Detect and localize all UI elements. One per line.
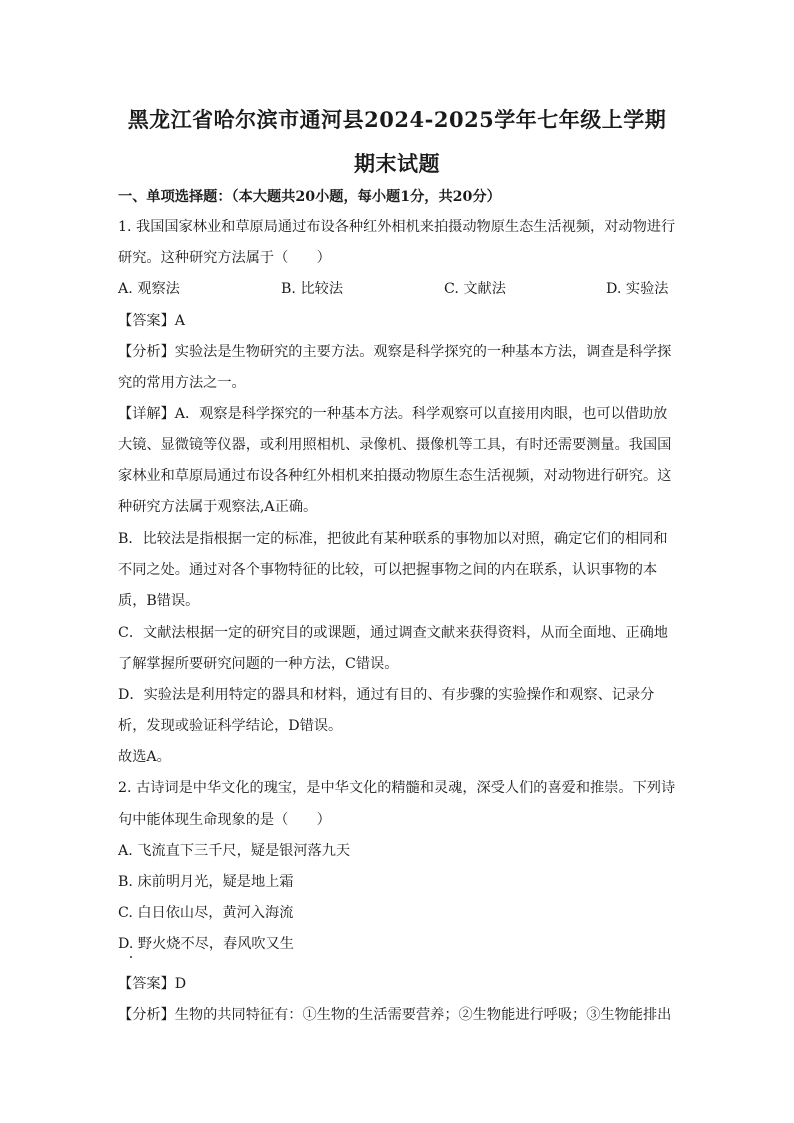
q1-analysis-line1: 【分析】实验法是生物研究的主要方法。观察是科学探究的一种基本方法，调查是科学探	[118, 344, 672, 360]
q2-option-b: B. 床前明月光，疑是地上霜	[118, 874, 294, 890]
q1-answer: 【答案】A	[118, 313, 185, 329]
q2-analysis-line1: 【分析】生物的共同特征有：①生物的生活需要营养；②生物能进行呼吸；③生物能排出	[118, 1007, 672, 1023]
q1-detail-line: 大镜、显微镜等仪器，或利用照相机、录像机、摄像机等工具，有时还需要测量。我国国	[118, 437, 672, 453]
q1-option-a: A. 观察法	[118, 281, 180, 297]
q2-stem-line2: 句中能体现生命现象的是（ ）	[118, 812, 331, 828]
q1-conclusion: 故选A。	[118, 749, 171, 765]
q1-detail-line: 了解掌握所要研究问题的一种方法，C错误。	[118, 656, 399, 672]
q1-detail-line: 析，发现或验证科学结论，D错误。	[118, 718, 343, 734]
stray-dot	[130, 956, 132, 958]
section-heading: 一、单项选择题：（本大题共20小题，每小题1分，共20分）	[118, 189, 501, 205]
document-title-line1: 黑龙江省哈尔滨市通河县2024-2025学年七年级上学期	[127, 107, 667, 132]
document-title-line2: 期末试题	[354, 151, 440, 176]
q1-detail-line: 【详解】A．观察是科学探究的一种基本方法。科学观察可以直接用肉眼，也可以借助放	[118, 406, 668, 422]
q1-detail-line: D．实验法是利用特定的器具和材料，通过有目的、有步骤的实验操作和观察、记录分	[118, 687, 655, 703]
q1-analysis-line2: 究的常用方法之一。	[118, 375, 246, 391]
q2-option-d: D. 野火烧不尽，春风吹又生	[118, 936, 294, 952]
q1-stem-line2: 研究。这种研究方法属于（ ）	[118, 250, 331, 266]
q2-option-c: C. 白日依山尽，黄河入海流	[118, 905, 294, 921]
q2-answer: 【答案】D	[118, 976, 187, 992]
q1-detail-line: B．比较法是指根据一定的标准，把彼此有某种联系的事物加以对照，确定它们的相同和	[118, 531, 668, 547]
q1-option-d: D. 实验法	[606, 281, 669, 297]
q1-detail-line: 家林业和草原局通过布设各种红外相机来拍摄动物原生态生活视频，对动物进行研究。这	[118, 468, 672, 484]
q1-stem-line1: 1. 我国国家林业和草原局通过布设各种红外相机来拍摄动物原生态生活视频，对动物进行	[118, 219, 676, 235]
q1-detail-line: 不同之处。通过对各个事物特征的比较，可以把握事物之间的内在联系，认识事物的本	[118, 562, 658, 578]
q2-option-a: A. 飞流直下三千尺，疑是银河落九天	[118, 843, 351, 859]
q1-option-c: C. 文献法	[444, 281, 506, 297]
q2-stem-line1: 2. 古诗词是中华文化的瑰宝，是中华文化的精髓和灵魂，深受人们的喜爱和推崇。下列诗	[118, 780, 676, 796]
q1-detail-line: 质，B错误。	[118, 593, 200, 609]
q1-option-b: B. 比较法	[281, 281, 344, 297]
q1-detail-line: C．文献法根据一定的研究目的或课题，通过调查文献来获得资料，从而全面地、正确地	[118, 625, 668, 641]
q1-detail-line: 种研究方法属于观察法,A正确。	[118, 499, 318, 515]
